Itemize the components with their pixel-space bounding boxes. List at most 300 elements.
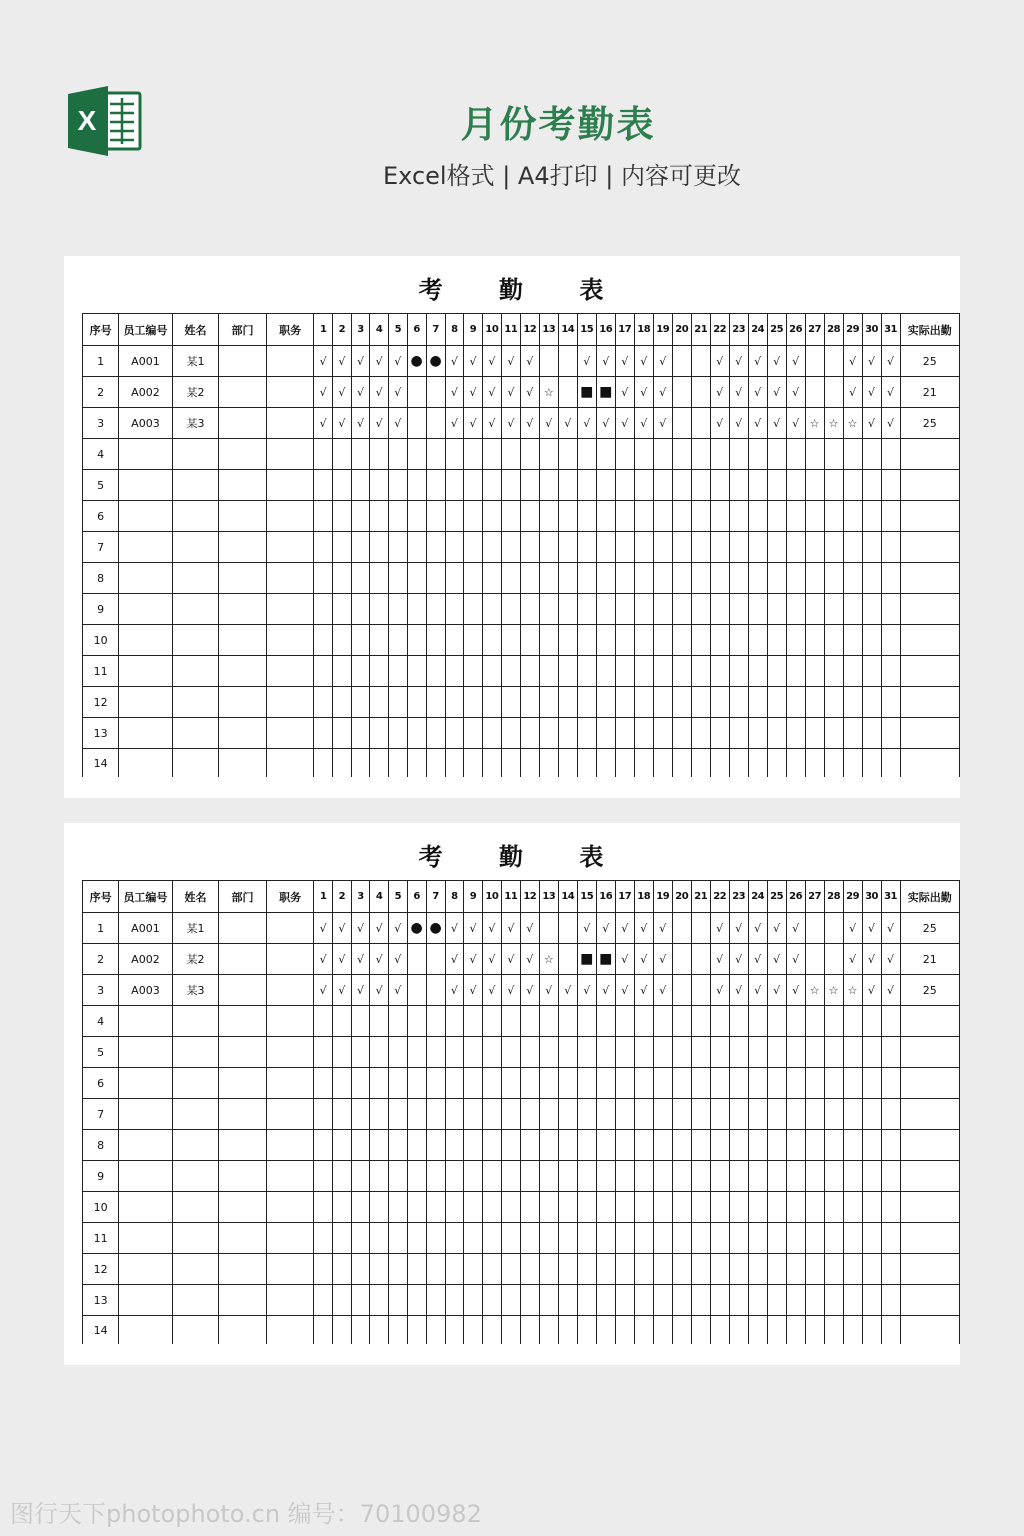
day-mark-cell: [710, 625, 729, 656]
day-mark-cell: [314, 470, 333, 501]
day-mark-cell: √: [482, 377, 501, 408]
emp-id-cell: A003: [119, 408, 172, 439]
day-mark-cell: [843, 1161, 862, 1192]
emp-id-cell: [119, 594, 172, 625]
day-mark-cell: [862, 1161, 881, 1192]
day-mark-cell: [445, 1223, 464, 1254]
day-mark-cell: [824, 1192, 843, 1223]
day-mark-cell: [426, 563, 445, 594]
day-mark-cell: [577, 1192, 596, 1223]
day-mark-cell: [482, 1223, 501, 1254]
row-index: 10: [83, 625, 119, 656]
day-mark-cell: [426, 625, 445, 656]
dept-cell: [219, 749, 267, 778]
day-mark-cell: [672, 1254, 691, 1285]
table-row: [83, 1099, 960, 1130]
table-row: [83, 563, 960, 594]
day-mark-cell: [370, 656, 389, 687]
day-mark-cell: [748, 439, 767, 470]
day-mark-cell: [805, 1192, 824, 1223]
row-index: 7: [83, 532, 119, 563]
day-mark-cell: √: [577, 975, 596, 1006]
emp-id-cell: [119, 1099, 172, 1130]
day-mark-cell: [615, 687, 634, 718]
day-mark-cell: [710, 1037, 729, 1068]
day-mark-cell: [729, 1099, 748, 1130]
table-row: [83, 718, 960, 749]
day-mark-cell: √: [862, 913, 881, 944]
day-mark-cell: √: [615, 408, 634, 439]
day-mark-cell: √: [710, 408, 729, 439]
day-mark-cell: [370, 1037, 389, 1068]
day-mark-cell: √: [767, 975, 786, 1006]
position-cell: [266, 1130, 314, 1161]
day-mark-cell: [748, 1068, 767, 1099]
day-mark-cell: √: [539, 408, 558, 439]
day-mark-cell: [862, 594, 881, 625]
day-mark-cell: [615, 1223, 634, 1254]
day-mark-cell: √: [634, 408, 653, 439]
day-mark-cell: [426, 1068, 445, 1099]
col-header-position: 职务: [266, 314, 314, 346]
day-mark-cell: [520, 563, 539, 594]
attendance-sheet-2: [64, 823, 960, 1365]
day-mark-cell: √: [558, 408, 577, 439]
dept-cell: [219, 1099, 267, 1130]
col-header-day-20: 20: [672, 314, 691, 346]
emp-id-cell: A002: [119, 944, 172, 975]
position-cell: [266, 718, 314, 749]
day-mark-cell: [351, 1068, 370, 1099]
total-cell: 25: [900, 913, 959, 944]
day-mark-cell: [596, 563, 615, 594]
position-cell: [266, 913, 314, 944]
table-row: [83, 1130, 960, 1161]
day-mark-cell: [653, 687, 672, 718]
day-mark-cell: [805, 1285, 824, 1316]
col-header-name: 姓名: [172, 881, 219, 913]
day-mark-cell: √: [843, 913, 862, 944]
row-index: 14: [83, 749, 119, 778]
day-mark-cell: [862, 1130, 881, 1161]
row-index: 5: [83, 1037, 119, 1068]
day-mark-cell: [862, 1316, 881, 1345]
day-mark-cell: [370, 687, 389, 718]
row-index: 6: [83, 501, 119, 532]
day-mark-cell: [691, 1130, 710, 1161]
day-mark-cell: [653, 1037, 672, 1068]
col-header-day-22: 22: [710, 314, 729, 346]
day-mark-cell: [653, 439, 672, 470]
day-mark-cell: [691, 625, 710, 656]
day-mark-cell: √: [881, 913, 900, 944]
day-mark-cell: [464, 1223, 483, 1254]
day-mark-cell: [314, 563, 333, 594]
day-mark-cell: [786, 687, 805, 718]
day-mark-cell: √: [445, 975, 464, 1006]
col-header-day-27: 27: [805, 881, 824, 913]
col-header-day-29: 29: [843, 314, 862, 346]
day-mark-cell: [482, 439, 501, 470]
total-cell: [900, 563, 959, 594]
day-mark-cell: [786, 718, 805, 749]
day-mark-cell: [634, 1192, 653, 1223]
day-mark-cell: √: [445, 944, 464, 975]
day-mark-cell: [615, 1099, 634, 1130]
day-mark-cell: [520, 501, 539, 532]
day-mark-cell: [615, 749, 634, 778]
day-mark-cell: [407, 1316, 426, 1345]
emp-id-cell: [119, 1192, 172, 1223]
day-mark-cell: √: [653, 944, 672, 975]
col-header-day-31: 31: [881, 881, 900, 913]
table-row: [83, 408, 960, 439]
day-mark-cell: [501, 532, 520, 563]
col-header-day-28: 28: [824, 881, 843, 913]
day-mark-cell: [426, 594, 445, 625]
col-header-day-11: 11: [501, 881, 520, 913]
day-mark-cell: [464, 439, 483, 470]
day-mark-cell: [482, 470, 501, 501]
day-mark-cell: [577, 1285, 596, 1316]
emp-id-cell: [119, 625, 172, 656]
day-mark-cell: [520, 1037, 539, 1068]
row-index: 3: [83, 975, 119, 1006]
day-mark-cell: [351, 718, 370, 749]
day-mark-cell: [596, 532, 615, 563]
day-mark-cell: √: [445, 408, 464, 439]
day-mark-cell: [653, 1161, 672, 1192]
day-mark-cell: ☆: [843, 975, 862, 1006]
day-mark-cell: [426, 1285, 445, 1316]
day-mark-cell: [482, 1316, 501, 1345]
day-mark-cell: [805, 687, 824, 718]
day-mark-cell: [634, 718, 653, 749]
day-mark-cell: [710, 1006, 729, 1037]
day-mark-cell: [881, 439, 900, 470]
day-mark-cell: [824, 913, 843, 944]
day-mark-cell: [729, 718, 748, 749]
day-mark-cell: [748, 687, 767, 718]
day-mark-cell: [314, 1192, 333, 1223]
day-mark-cell: [824, 563, 843, 594]
col-header-day-13: 13: [539, 314, 558, 346]
day-mark-cell: [767, 563, 786, 594]
table-row: [83, 913, 960, 944]
day-mark-cell: [426, 1254, 445, 1285]
day-mark-cell: [634, 625, 653, 656]
day-mark-cell: [824, 625, 843, 656]
day-mark-cell: [824, 1161, 843, 1192]
day-mark-cell: [881, 501, 900, 532]
day-mark-cell: √: [767, 913, 786, 944]
total-cell: [900, 625, 959, 656]
day-mark-cell: [539, 1254, 558, 1285]
day-mark-cell: [388, 470, 407, 501]
day-mark-cell: [370, 625, 389, 656]
day-mark-cell: √: [596, 346, 615, 377]
day-mark-cell: √: [482, 346, 501, 377]
day-mark-cell: √: [634, 346, 653, 377]
day-mark-cell: [558, 594, 577, 625]
day-mark-cell: [426, 687, 445, 718]
day-mark-cell: [748, 656, 767, 687]
day-mark-cell: [464, 1254, 483, 1285]
day-mark-cell: [748, 1130, 767, 1161]
position-cell: [266, 687, 314, 718]
col-header-day-14: 14: [558, 314, 577, 346]
day-mark-cell: [539, 1037, 558, 1068]
dept-cell: [219, 975, 267, 1006]
day-mark-cell: [388, 563, 407, 594]
day-mark-cell: [786, 1161, 805, 1192]
name-cell: [172, 687, 219, 718]
day-mark-cell: [862, 1037, 881, 1068]
day-mark-cell: √: [370, 408, 389, 439]
day-mark-cell: √: [351, 913, 370, 944]
day-mark-cell: [464, 1006, 483, 1037]
day-mark-cell: [824, 1037, 843, 1068]
dept-cell: [219, 656, 267, 687]
day-mark-cell: [862, 501, 881, 532]
day-mark-cell: [653, 1130, 672, 1161]
day-mark-cell: [520, 1130, 539, 1161]
row-index: 1: [83, 346, 119, 377]
col-header-emp-id: 员工编号: [119, 881, 172, 913]
day-mark-cell: [805, 1161, 824, 1192]
day-mark-cell: [426, 1006, 445, 1037]
day-mark-cell: [407, 687, 426, 718]
day-mark-cell: [653, 1006, 672, 1037]
day-mark-cell: [370, 1068, 389, 1099]
day-mark-cell: [653, 470, 672, 501]
day-mark-cell: [520, 1285, 539, 1316]
day-mark-cell: [691, 656, 710, 687]
day-mark-cell: [351, 1130, 370, 1161]
dept-cell: [219, 1006, 267, 1037]
day-mark-cell: [464, 532, 483, 563]
day-mark-cell: [558, 563, 577, 594]
day-mark-cell: [710, 439, 729, 470]
day-mark-cell: [558, 346, 577, 377]
day-mark-cell: √: [710, 377, 729, 408]
col-header-day-12: 12: [520, 881, 539, 913]
dept-cell: [219, 625, 267, 656]
day-mark-cell: [672, 563, 691, 594]
day-mark-cell: √: [351, 944, 370, 975]
day-mark-cell: [407, 1192, 426, 1223]
name-cell: [172, 625, 219, 656]
table-row: [83, 944, 960, 975]
day-mark-cell: [729, 501, 748, 532]
total-cell: [900, 1037, 959, 1068]
row-index: 3: [83, 408, 119, 439]
day-mark-cell: [520, 625, 539, 656]
day-mark-cell: [672, 439, 691, 470]
dept-cell: [219, 718, 267, 749]
day-mark-cell: ■: [596, 944, 615, 975]
day-mark-cell: [482, 563, 501, 594]
day-mark-cell: [710, 470, 729, 501]
day-mark-cell: √: [634, 944, 653, 975]
table-row: [83, 749, 960, 778]
day-mark-cell: [786, 1316, 805, 1345]
day-mark-cell: [881, 1285, 900, 1316]
day-mark-cell: [843, 1316, 862, 1345]
sheet-title: 考 勤 表: [418, 843, 628, 871]
day-mark-cell: [558, 1037, 577, 1068]
day-mark-cell: [767, 501, 786, 532]
day-mark-cell: √: [862, 408, 881, 439]
table-row: [83, 1254, 960, 1285]
day-mark-cell: [464, 1068, 483, 1099]
day-mark-cell: [370, 470, 389, 501]
day-mark-cell: [748, 1316, 767, 1345]
day-mark-cell: √: [501, 377, 520, 408]
day-mark-cell: [407, 408, 426, 439]
day-mark-cell: [824, 1068, 843, 1099]
day-mark-cell: [710, 1285, 729, 1316]
name-cell: [172, 501, 219, 532]
day-mark-cell: [407, 656, 426, 687]
day-mark-cell: [370, 718, 389, 749]
day-mark-cell: √: [729, 944, 748, 975]
day-mark-cell: √: [577, 913, 596, 944]
name-cell: [172, 594, 219, 625]
day-mark-cell: [464, 718, 483, 749]
name-cell: 某1: [172, 913, 219, 944]
day-mark-cell: [314, 656, 333, 687]
day-mark-cell: [805, 1037, 824, 1068]
day-mark-cell: [824, 1223, 843, 1254]
day-mark-cell: [596, 1006, 615, 1037]
watermark: 图行天下photophoto.cn 编号：70100982: [10, 1500, 482, 1528]
day-mark-cell: [445, 1254, 464, 1285]
day-mark-cell: [729, 687, 748, 718]
day-mark-cell: [501, 749, 520, 778]
day-mark-cell: √: [862, 975, 881, 1006]
day-mark-cell: [767, 470, 786, 501]
day-mark-cell: [501, 1006, 520, 1037]
day-mark-cell: [314, 1037, 333, 1068]
day-mark-cell: [824, 749, 843, 778]
day-mark-cell: √: [748, 377, 767, 408]
day-mark-cell: [388, 1130, 407, 1161]
day-mark-cell: √: [615, 913, 634, 944]
day-mark-cell: [388, 718, 407, 749]
day-mark-cell: [748, 1037, 767, 1068]
day-mark-cell: √: [464, 944, 483, 975]
attendance-table: [82, 880, 960, 1344]
day-mark-cell: [314, 1006, 333, 1037]
day-mark-cell: √: [520, 944, 539, 975]
day-mark-cell: [539, 1285, 558, 1316]
day-mark-cell: [710, 1223, 729, 1254]
day-mark-cell: √: [539, 975, 558, 1006]
day-mark-cell: [881, 718, 900, 749]
day-mark-cell: ☆: [539, 944, 558, 975]
day-mark-cell: [445, 563, 464, 594]
day-mark-cell: [445, 1099, 464, 1130]
day-mark-cell: √: [596, 913, 615, 944]
day-mark-cell: √: [729, 913, 748, 944]
day-mark-cell: [370, 532, 389, 563]
day-mark-cell: [314, 1130, 333, 1161]
day-mark-cell: [691, 501, 710, 532]
day-mark-cell: [388, 1068, 407, 1099]
emp-id-cell: [119, 1316, 172, 1345]
day-mark-cell: [520, 594, 539, 625]
name-cell: [172, 439, 219, 470]
day-mark-cell: [407, 718, 426, 749]
day-mark-cell: [634, 749, 653, 778]
day-mark-cell: [464, 1099, 483, 1130]
day-mark-cell: √: [615, 346, 634, 377]
day-mark-cell: √: [370, 377, 389, 408]
day-mark-cell: [634, 1037, 653, 1068]
table-row: [83, 501, 960, 532]
day-mark-cell: [577, 1068, 596, 1099]
day-mark-cell: [426, 1192, 445, 1223]
day-mark-cell: [843, 532, 862, 563]
day-mark-cell: [862, 749, 881, 778]
day-mark-cell: [482, 1161, 501, 1192]
day-mark-cell: ■: [596, 377, 615, 408]
day-mark-cell: ☆: [805, 408, 824, 439]
day-mark-cell: [426, 1316, 445, 1345]
day-mark-cell: [786, 1223, 805, 1254]
day-mark-cell: [615, 1161, 634, 1192]
day-mark-cell: [805, 532, 824, 563]
day-mark-cell: [577, 470, 596, 501]
day-mark-cell: [464, 1037, 483, 1068]
day-mark-cell: [748, 625, 767, 656]
day-mark-cell: [407, 749, 426, 778]
day-mark-cell: [653, 1316, 672, 1345]
day-mark-cell: [862, 439, 881, 470]
day-mark-cell: √: [767, 408, 786, 439]
day-mark-cell: √: [370, 346, 389, 377]
day-mark-cell: [351, 1223, 370, 1254]
col-header-dept: 部门: [219, 881, 267, 913]
row-index: 14: [83, 1316, 119, 1345]
day-mark-cell: [520, 470, 539, 501]
table-row: [83, 470, 960, 501]
day-mark-cell: [501, 1130, 520, 1161]
position-cell: [266, 377, 314, 408]
day-mark-cell: [843, 1254, 862, 1285]
day-mark-cell: [824, 944, 843, 975]
day-mark-cell: √: [333, 346, 352, 377]
day-mark-cell: [691, 1254, 710, 1285]
day-mark-cell: [501, 656, 520, 687]
day-mark-cell: [388, 1223, 407, 1254]
day-mark-cell: [558, 718, 577, 749]
day-mark-cell: [672, 346, 691, 377]
day-mark-cell: [729, 563, 748, 594]
table-row: [83, 1285, 960, 1316]
day-mark-cell: [691, 1223, 710, 1254]
day-mark-cell: [881, 1192, 900, 1223]
emp-id-cell: [119, 1006, 172, 1037]
day-mark-cell: [710, 1254, 729, 1285]
col-header-day-15: 15: [577, 314, 596, 346]
day-mark-cell: [767, 1006, 786, 1037]
day-mark-cell: [520, 1223, 539, 1254]
day-mark-cell: [445, 1006, 464, 1037]
day-mark-cell: [314, 1068, 333, 1099]
day-mark-cell: √: [653, 975, 672, 1006]
